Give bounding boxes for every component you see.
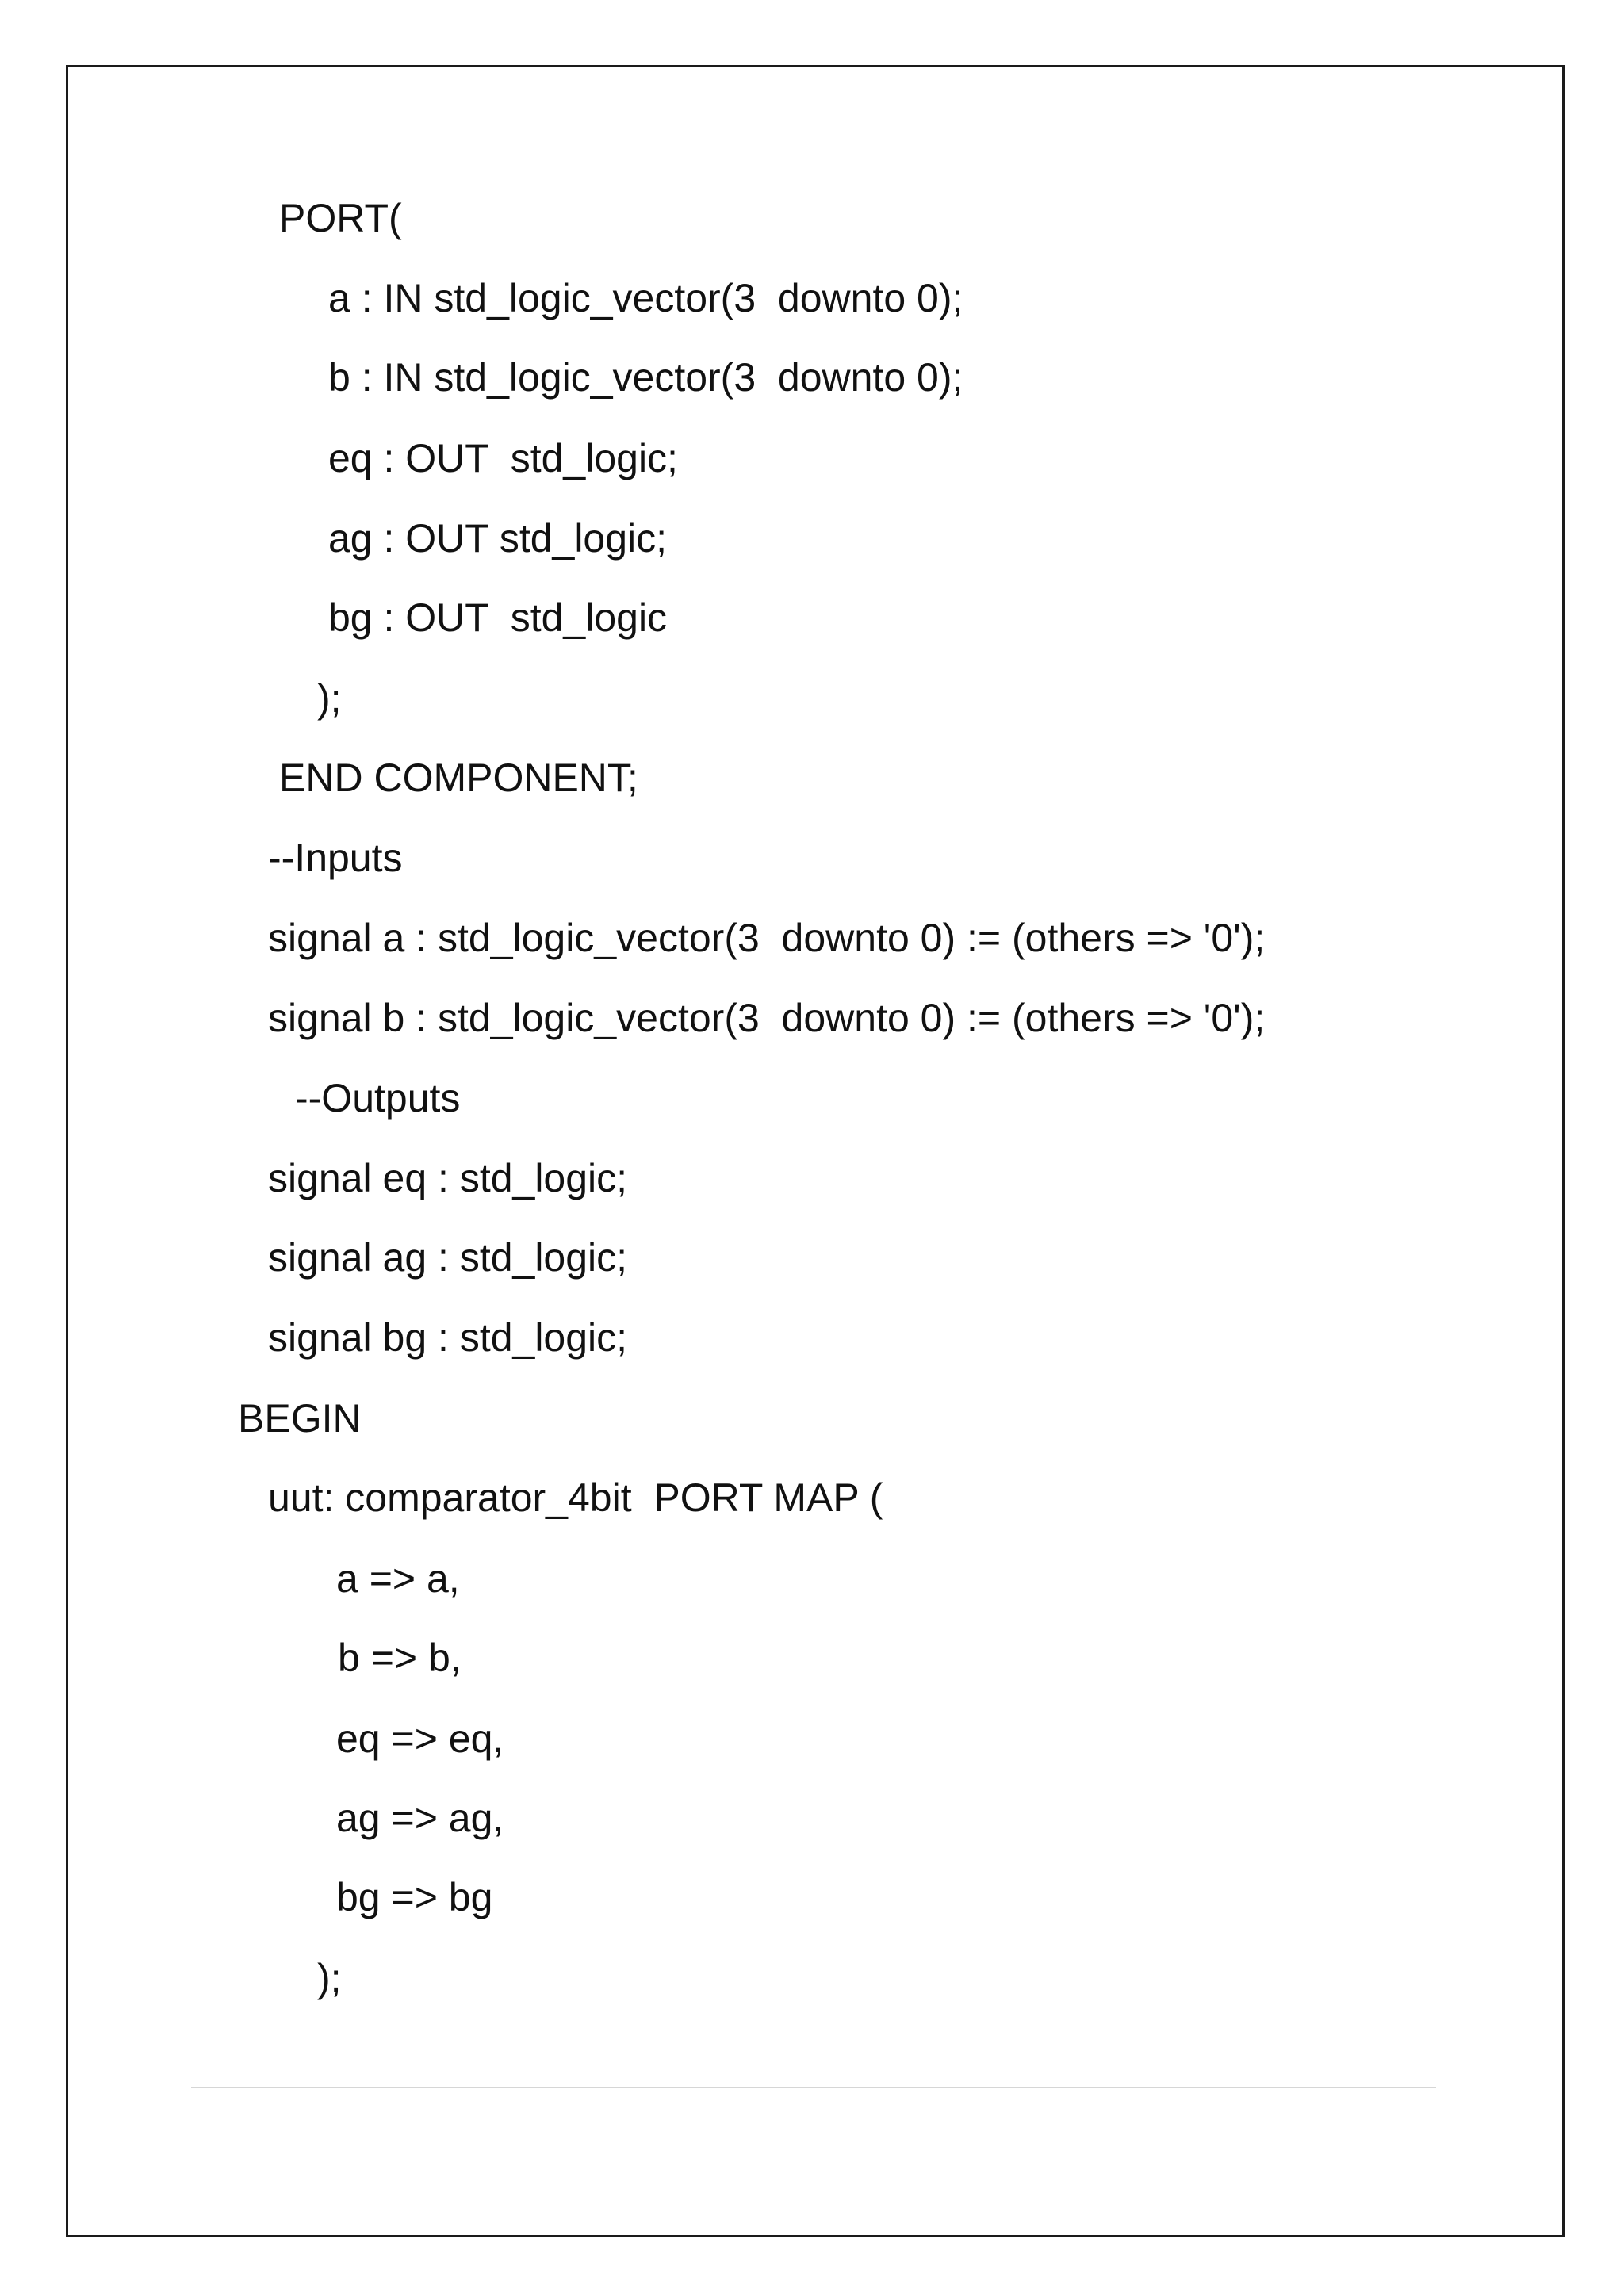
- code-comment-inputs: --Inputs: [268, 836, 403, 880]
- code-port-bg: bg : OUT std_logic: [328, 595, 668, 640]
- code-signal-a: signal a : std_logic_vector(3 downto 0) := (others => '0');: [268, 916, 1266, 960]
- code-comment-outputs: --Outputs: [295, 1076, 461, 1120]
- code-signal-b: signal b : std_logic_vector(3 downto 0) := (others => '0');: [268, 996, 1266, 1040]
- code-port-eq: eq : OUT std_logic;: [328, 436, 678, 480]
- code-port-ag: ag : OUT std_logic;: [328, 516, 668, 561]
- code-map-ag: ag => ag,: [336, 1796, 504, 1840]
- code-port-close: );: [317, 676, 342, 721]
- code-begin: BEGIN: [238, 1396, 362, 1441]
- code-map-eq: eq => eq,: [336, 1716, 504, 1761]
- footer-divider: [191, 2087, 1436, 2088]
- code-port-b: b : IN std_logic_vector(3 downto 0);: [328, 355, 963, 400]
- code-map-close: );: [317, 1956, 342, 2000]
- code-signal-eq: signal eq : std_logic;: [268, 1156, 628, 1200]
- code-signal-ag: signal ag : std_logic;: [268, 1235, 628, 1280]
- code-signal-bg: signal bg : std_logic;: [268, 1315, 628, 1360]
- code-port-open: PORT(: [279, 196, 402, 240]
- code-port-a: a : IN std_logic_vector(3 downto 0);: [328, 276, 963, 320]
- code-map-bg: bg => bg: [336, 1875, 493, 1919]
- code-uut-port-map: uut: comparator_4bit PORT MAP (: [268, 1475, 883, 1520]
- code-map-b: b => b,: [338, 1636, 462, 1680]
- code-map-a: a => a,: [336, 1556, 460, 1601]
- code-end-component: END COMPONENT;: [279, 756, 638, 800]
